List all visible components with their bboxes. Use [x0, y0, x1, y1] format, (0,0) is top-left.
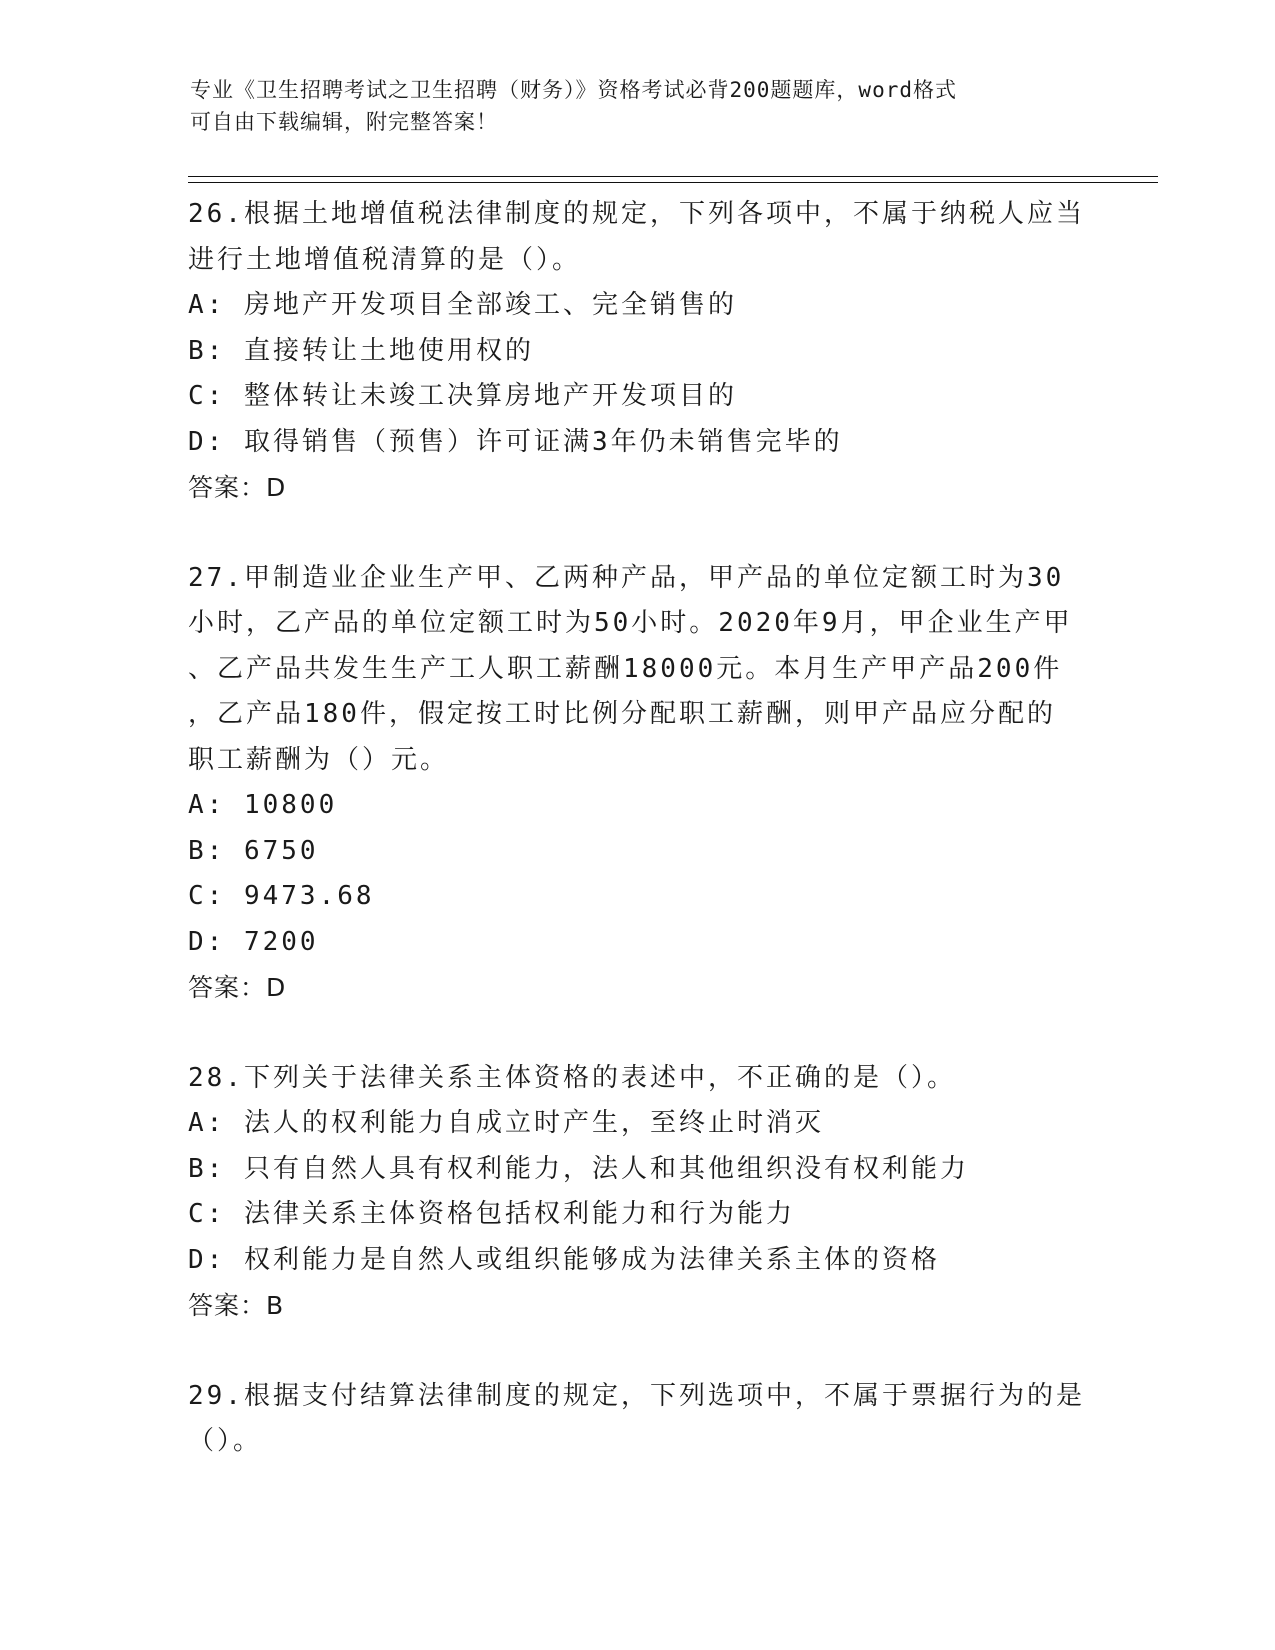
answer-key: 答案：D — [188, 473, 287, 502]
answer-option: A: 10800 — [188, 790, 338, 820]
question-block — [188, 556, 1088, 1011]
question-stem-line: 26.根据土地增值税法律制度的规定，下列各项中，不属于纳税人应当 — [188, 199, 1085, 229]
answer-option: D: 取得销售（预售）许可证满3年仍未销售完毕的 — [188, 426, 843, 457]
answer-key: 答案：B — [188, 1291, 285, 1320]
answer-option: B: 只有自然人具有权利能力，法人和其他组织没有权利能力 — [188, 1153, 969, 1184]
answer-option: B: 6750 — [188, 835, 319, 866]
question-stem-line: 小时，乙产品的单位定额工时为50小时。2020年9月，甲企业生产甲 — [188, 608, 1073, 638]
question-stem-line: 29.根据支付结算法律制度的规定，下列选项中，不属于票据行为的是 — [188, 1380, 1085, 1411]
answer-option: C: 9473.68 — [188, 881, 375, 911]
question-stem-line: 、乙产品共发生生产工人职工薪酬18000元。本月生产甲产品200件 — [188, 653, 1063, 684]
header-divider-top — [188, 176, 1158, 177]
document-header — [190, 74, 1070, 138]
question-list — [188, 192, 1088, 1510]
header-divider-bottom — [188, 182, 1158, 183]
answer-option: A: 法人的权利能力自成立时产生，至终止时消灭 — [188, 1108, 824, 1138]
question-block — [188, 1374, 1088, 1465]
question-block — [188, 1056, 1088, 1329]
question-stem-line: ，乙产品180件，假定按工时比例分配职工薪酬，则甲产品应分配的 — [188, 699, 1056, 729]
answer-option: C: 法律关系主体资格包括权利能力和行为能力 — [188, 1199, 795, 1229]
answer-option: B: 直接转让土地使用权的 — [188, 335, 534, 366]
question-stem-line: 进行土地增值税清算的是（）。 — [188, 244, 582, 275]
answer-option: D: 7200 — [188, 926, 319, 957]
header-line-2: 可自由下载编辑，附完整答案！ — [190, 110, 498, 134]
question-stem-line: 28.下列关于法律关系主体资格的表述中，不正确的是（）。 — [188, 1062, 956, 1093]
header-line-1: 专业《卫生招聘考试之卫生招聘（财务）》资格考试必背200题题库，word格式 — [190, 78, 957, 102]
question-block — [188, 192, 1088, 511]
answer-option: D: 权利能力是自然人或组织能够成为法律关系主体的资格 — [188, 1244, 940, 1275]
question-stem-line: （）。 — [188, 1426, 263, 1456]
answer-option: C: 整体转让未竣工决算房地产开发项目的 — [188, 381, 737, 411]
answer-option: A: 房地产开发项目全部竣工、完全销售的 — [188, 290, 737, 320]
answer-key: 答案：D — [188, 973, 287, 1002]
question-stem-line: 27.甲制造业企业生产甲、乙两种产品，甲产品的单位定额工时为30 — [188, 562, 1065, 593]
question-stem-line: 职工薪酬为（）元。 — [188, 744, 450, 775]
